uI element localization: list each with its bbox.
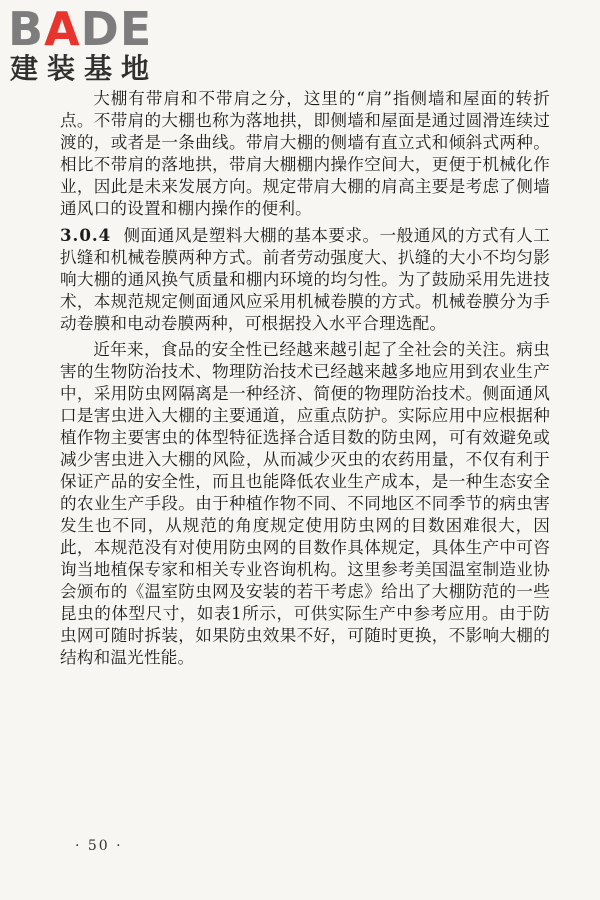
paragraph-insect-net: 近年来，食品的安全性已经越来越引起了全社会的关注。病虫害的生物防治技术、物理防治技术已经越来越多地应用到农业生产中，采用防虫网隔离是一种经济、简便的物理防治技术。侧面通风口是害虫进入大棚的主要通道，应重点防护。实际应用中应根据种植作物主要害虫的体型特征选择合适目数的防虫网，可有效避免或减少害虫进入大棚的风险，从而减少灭虫的农药用量，不仅有利于保证产品的安全性，而且也能降低农业生产成本，是一种生态安全的农业生产手段。由于种植作物不同、不同地区不同季节的病虫害发生也不同，从规范的角度规定使用防虫网的目数困难很大，因此，本规范没有对使用防虫网的目数作具体规定，具体生产中可咨询当地植保专家和相关专业咨询机构。这里参考美国温室制造业协会颁布的《温室防虫网及安装的若干考虑》给出了大棚防范的一些昆虫的体型尺寸，如表1所示，可供实际生产中参考应用。由于防虫网可随时拆装，如果防虫效果不好，可随时更换，不影响大棚的结构和温光性能。 <box>60 340 550 667</box>
bade-logo <box>8 4 178 86</box>
page-body <box>60 88 550 673</box>
logo-subtitle: 建装基地 <box>10 52 159 85</box>
section-number: 3.0.4 <box>60 225 112 245</box>
logo-letter-a: A <box>44 2 81 56</box>
paragraph-ventilation <box>60 224 550 335</box>
logo-wordmark <box>8 4 152 54</box>
paragraph-shoulder: 大棚有带肩和不带肩之分，这里的“肩”指侧墙和屋面的转折点。不带肩的大棚也称为落地拱，即侧墙和屋面是通过圆滑连续过渡的，或者是一条曲线。带肩大棚的侧墙有直立式和倾斜式两种。相比不带肩的落地拱，带肩大棚棚内操作空间大，更便于机械化作业，因此是未来发展方向。规定带肩大棚的肩高主要是考虑了侧墙通风口的设置和棚内操作的便利。 <box>60 89 550 218</box>
logo-letters-de: DE <box>80 2 153 56</box>
page-number: · 50 · <box>75 838 123 854</box>
logo-letter-b: B <box>8 2 45 56</box>
paragraph-ventilation-text: 侧面通风是塑料大棚的基本要求。一般通风的方式有人工扒缝和机械卷膜两种方式。前者劳动强度大、扒缝的大小不均匀影响大棚的通风换气质量和棚内环境的均匀性。为了鼓励采用先进技术，本规范规定侧面通风应采用机械卷膜的方式。机械卷膜分为手动卷膜和电动卷膜两种，可根据投入水平合理选配。 <box>60 226 550 333</box>
